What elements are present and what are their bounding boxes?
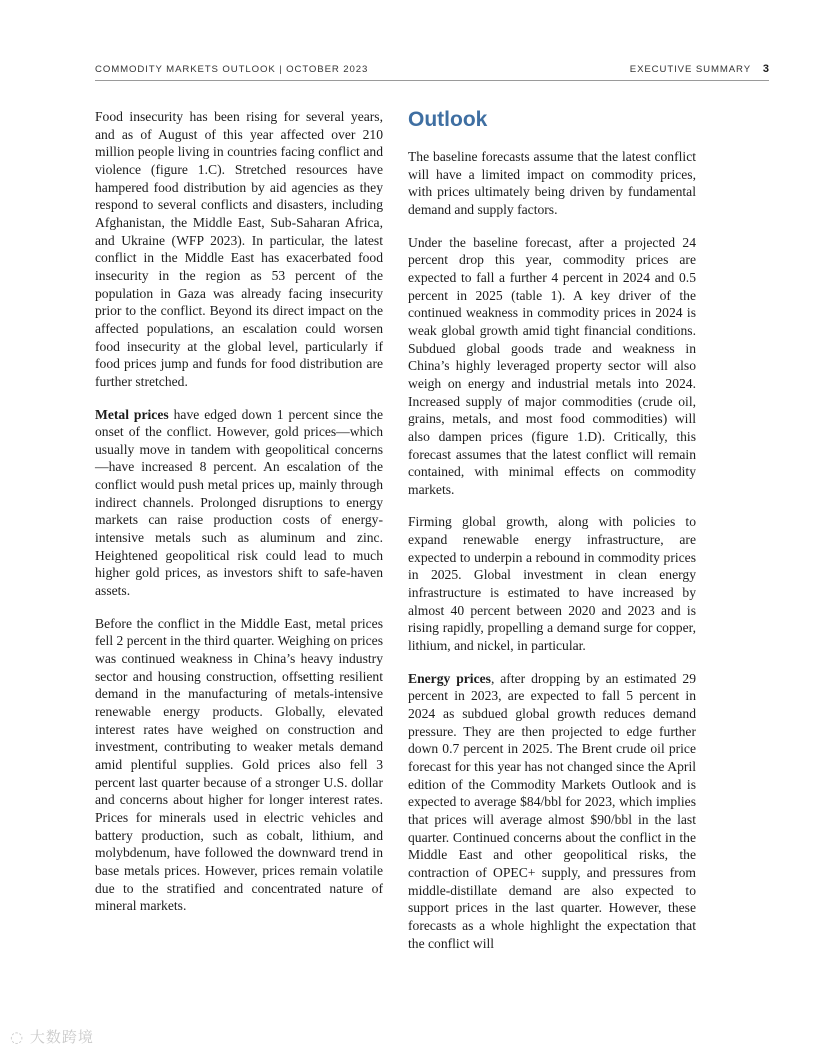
paragraph-metal-prices (95, 406, 383, 600)
paragraph-baseline-forecast: Under the baseline forecast, after a projected 24 percent drop this year, commodity prices are expected to fall a further 4 percent in 2024 and 0.5 percent in 2025 (table 1). A key driver of the continued weakness in commodity prices in 2024 is weak global growth amid tight financial conditions. Subdued global goods trade and weakness in China’s highly leveraged property sector will also weigh on energy and industrial metals into 2024. Increased supply of major commodities (crude oil, grains, metals, and most food commodities) will also dampen prices (figure 1.D). Critically, this forecast assumes that the latest conflict will remain contained, with minimal effects on commodity markets. (408, 234, 696, 497)
paragraph-global-growth: Firming global growth, along with policies to expand renewable energy infrastructure, are expected to underpin a rebound in commodity prices in 2025. Global investment in clean energy infrastructure is estimated to have increased by almost 40 percent between 2020 and 2023 and is rising rapidly, propelling a demand surge for copper, lithium, and nickel, in particular. (408, 514, 696, 654)
watermark (10, 1026, 94, 1047)
energy-prices-lead: Energy prices (408, 670, 491, 686)
left-column (95, 108, 383, 930)
watermark-icon: ◌ (10, 1028, 25, 1046)
right-column (408, 106, 696, 967)
publication-title: COMMODITY MARKETS OUTLOOK | OCTOBER 2023 (95, 64, 369, 75)
paragraph-baseline-assumption: The baseline forecasts assume that the latest conflict will have a limited impact on commodity prices, with prices ultimately being driven by fundamental demand and supply factors. (408, 149, 696, 217)
energy-prices-text: , after dropping by an estimated 29 percent in 2023, are expected to fall 5 percent in 2024 as subdued global growth reduces demand pressure. They are then projected to edge further down 0.7 percent in 2025. The Brent crude oil price forecast for this year has not changed since the April edition of the Commodity Markets Outlook and is expected to average $84/bbl for 2023, which implies that prices will average almost $90/bbl in the last quarter. Continued concerns about the conflict in the Middle East and other geopolitical risks, the contraction of OPEC+ supply, and pressures from middle-distillate demand are also expected to support prices in the last quarter. However, these forecasts as a whole highlight the expectation that the conflict will (408, 670, 696, 951)
page-number: 3 (762, 63, 769, 75)
paragraph-metal-prior-conflict: Before the conflict in the Middle East, metal prices fell 2 percent in the third quarter. Weighing on prices was continued weakness in China’s heavy industry sector and housing construction, offsetting resilient demand in the manufacturing of metals-intensive renewable energy products. Globally, elevated interest rates have weighed on construction and investment, contributing to weaker metals demand amid plentiful supplies. Gold prices also fell 3 percent last quarter because of a stronger U.S. dollar and concerns about higher for longer interest rates. Prices for minerals used in electric vehicles and battery production, such as cobalt, lithium, and molybdenum, have followed the downward trend in base metals prices. However, prices remain volatile due to the stratified and concentrated nature of mineral markets. (95, 615, 383, 914)
header-divider (95, 80, 769, 81)
paragraph-energy-prices (408, 670, 696, 953)
section-title-outlook: Outlook (408, 108, 488, 131)
paragraph-food-insecurity: Food insecurity has been rising for several years, and as of August of this year affected over 210 million people living in countries facing conflict and violence (figure 1.C). Stretched resources have hampered food distribution by aid agencies as they respond to several conflicts and disasters, including Afghanistan, the Middle East, Sub-Saharan Africa, and Ukraine (WFP 2023). In particular, the latest conflict in the Middle East has exacerbated food insecurity in the region as 53 percent of the population in Gaza was already facing insecurity prior to the conflict. Beyond its direct impact on the affected populations, an escalation could worsen food insecurity at the global level, particularly if food prices jump and funds for food distribution are further stretched. (95, 109, 383, 389)
metal-prices-lead: Metal prices (95, 406, 169, 422)
section-name: EXECUTIVE SUMMARY (629, 64, 751, 75)
running-header (95, 64, 769, 78)
watermark-text: 大数跨境 (29, 1028, 94, 1046)
metal-prices-text: have edged down 1 percent since the onset of the conflict. However, gold prices—which usually move in tandem with geopolitical concerns—have increased 8 percent. An escalation of the conflict would push metal prices up, mainly through indirect channels. Prolonged disruptions to energy markets can raise production costs of energy-intensive metals such as aluminum and zinc. Heightened geopolitical risk could lead to much higher gold prices, as investors shift to safe-haven assets. (95, 406, 384, 599)
